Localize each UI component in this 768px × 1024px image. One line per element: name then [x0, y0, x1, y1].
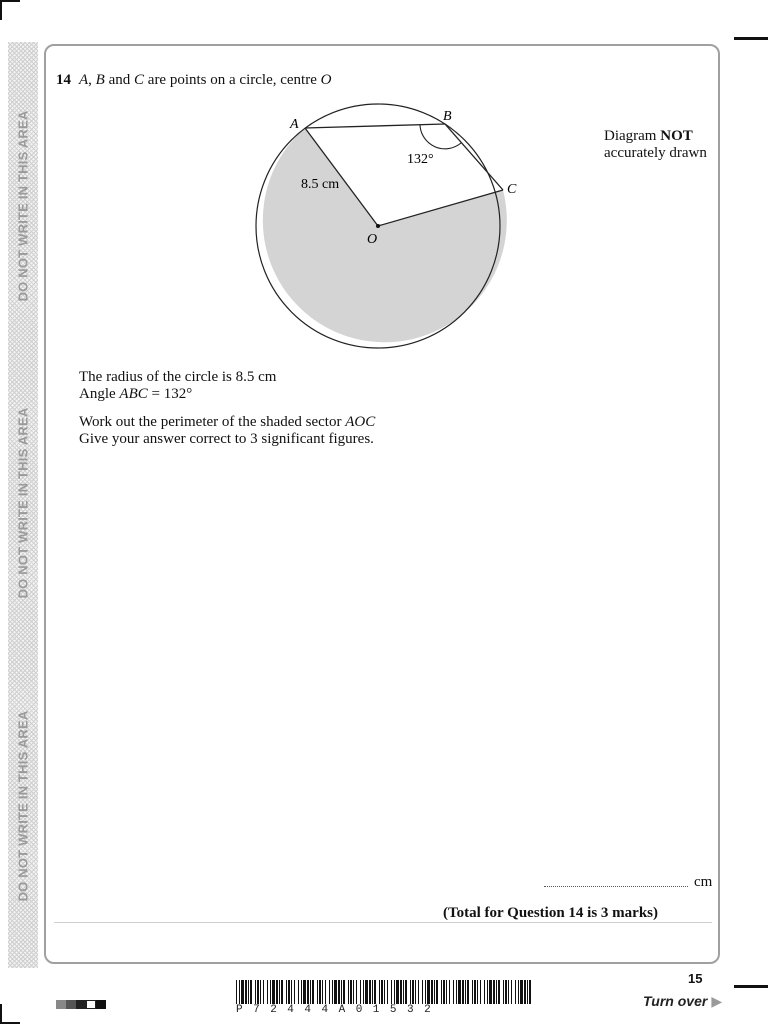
sector-name: AOC — [345, 414, 376, 430]
barcode — [236, 980, 532, 1006]
barcode-bar — [415, 980, 416, 1004]
turn-over — [643, 993, 722, 1010]
barcode-bar — [239, 980, 240, 1004]
barcode-bar — [294, 980, 295, 1004]
shaded-sector-aoc — [263, 128, 507, 342]
task-line-1 — [79, 414, 375, 431]
barcode-bar — [493, 980, 495, 1004]
task-line-2: Give your answer correct to 3 significant figures. — [79, 431, 374, 447]
barcode-bar — [343, 980, 345, 1004]
barcode-bar — [338, 980, 340, 1004]
barcode-bar — [474, 980, 476, 1004]
barcode-bar — [270, 980, 271, 1004]
label-a: A — [290, 117, 299, 132]
question-number: 14 — [56, 72, 71, 88]
margin-warning-top: DO NOT WRITE IN THIS AREA — [15, 110, 31, 302]
diagram-note-line2: accurately drawn — [604, 145, 707, 161]
task-text — [79, 414, 375, 448]
radius-label: 8.5 cm — [301, 177, 340, 192]
barcode-bar — [301, 980, 302, 1004]
page-number: 15 — [688, 971, 703, 986]
barcode-bar — [403, 980, 404, 1004]
barcode-bar — [391, 980, 392, 1004]
barcode-bar — [410, 980, 411, 1004]
chord-bc — [445, 124, 503, 190]
point-a-ref: A — [79, 72, 89, 88]
chord-ab — [305, 124, 445, 128]
given-info — [79, 369, 276, 403]
barcode-bar — [272, 980, 275, 1004]
barcode-bar — [529, 980, 531, 1004]
label-o: O — [367, 232, 378, 247]
barcode-bar — [329, 980, 330, 1004]
barcode-text: P72444A01532 — [236, 1004, 442, 1016]
barcode-bar — [310, 980, 311, 1004]
barcode-bar — [363, 980, 364, 1004]
barcode-bar — [288, 980, 290, 1004]
barcode-bar — [379, 980, 380, 1004]
reg-square-1 — [56, 1000, 66, 1009]
barcode-bar — [400, 980, 402, 1004]
barcode-bar — [334, 980, 337, 1004]
barcode-bar — [248, 980, 249, 1004]
barcode-bar — [458, 980, 461, 1004]
barcode-bar — [496, 980, 497, 1004]
centre-point — [376, 224, 380, 228]
label-c: C — [507, 182, 517, 197]
barcode-bar — [353, 980, 354, 1004]
barcode-bar — [436, 980, 438, 1004]
barcode-bar — [446, 980, 447, 1004]
barcode-bar — [372, 980, 373, 1004]
barcode-bar — [374, 980, 376, 1004]
barcode-bar — [348, 980, 349, 1004]
stem-sep-3: are points on a circle, centre — [144, 72, 321, 88]
barcode-bar — [477, 980, 478, 1004]
barcode-bar — [381, 980, 383, 1004]
barcode-bar — [356, 980, 357, 1004]
barcode-bar — [263, 980, 264, 1004]
angle-label: 132° — [407, 152, 434, 167]
barcode-bar — [260, 980, 261, 1004]
barcode-bar — [307, 980, 309, 1004]
barcode-bar — [487, 980, 488, 1004]
barcode-bar — [465, 980, 466, 1004]
barcode-bar — [279, 980, 280, 1004]
diagram-note-text: Diagram — [604, 128, 661, 144]
barcode-bar — [360, 980, 361, 1004]
barcode-bar — [241, 980, 244, 1004]
stem-sep-2: and — [104, 72, 135, 88]
barcode-bar — [322, 980, 323, 1004]
barcode-bar — [443, 980, 445, 1004]
reg-square-3 — [76, 1000, 86, 1009]
barcode-bar — [365, 980, 368, 1004]
turn-over-text: Turn over — [643, 993, 708, 1009]
barcode-bar — [236, 980, 237, 1004]
barcode-bar — [394, 980, 395, 1004]
barcode-bar — [325, 980, 326, 1004]
barcode-bar — [453, 980, 454, 1004]
barcode-bar — [267, 980, 268, 1004]
barcode-bar — [422, 980, 423, 1004]
barcode-bar — [245, 980, 247, 1004]
barcode-bar — [456, 980, 457, 1004]
barcode-bar — [312, 980, 314, 1004]
margin-warning-bottom: DO NOT WRITE IN THIS AREA — [15, 710, 31, 902]
barcode-bar — [369, 980, 371, 1004]
barcode-bar — [255, 980, 256, 1004]
barcode-bar — [425, 980, 426, 1004]
barcode-bar — [396, 980, 399, 1004]
barcode-bar — [298, 980, 299, 1004]
barcode-bar — [276, 980, 278, 1004]
barcode-bar — [291, 980, 292, 1004]
barcode-bar — [508, 980, 509, 1004]
answer-unit: cm — [694, 874, 713, 890]
barcode-bar — [462, 980, 464, 1004]
diagram-note — [604, 128, 707, 162]
answer-line[interactable] — [544, 886, 688, 887]
angle-statement — [79, 386, 276, 403]
turn-over-arrow-icon: ▶ — [711, 993, 723, 1009]
barcode-bar — [449, 980, 450, 1004]
centre-o-ref: O — [320, 72, 332, 88]
barcode-bar — [518, 980, 519, 1004]
barcode-bar — [350, 980, 352, 1004]
angle-name: ABC — [119, 386, 148, 402]
barcode-bar — [484, 980, 485, 1004]
barcode-bar — [257, 980, 259, 1004]
barcode-bar — [341, 980, 342, 1004]
radius-statement: The radius of the circle is 8.5 cm — [79, 369, 277, 385]
reg-square-4 — [86, 1000, 96, 1009]
separator-line — [54, 922, 712, 923]
barcode-bar — [431, 980, 433, 1004]
barcode-bar — [505, 980, 507, 1004]
barcode-bar — [467, 980, 469, 1004]
barcode-bar — [418, 980, 419, 1004]
barcode-bar — [427, 980, 430, 1004]
barcode-bar — [441, 980, 442, 1004]
barcode-bar — [498, 980, 500, 1004]
barcode-bar — [520, 980, 523, 1004]
barcode-bar — [250, 980, 252, 1004]
barcode-bar — [387, 980, 388, 1004]
task-prefix: Work out the perimeter of the shaded sector — [79, 414, 346, 430]
point-c-ref: C — [134, 72, 145, 88]
reg-square-5 — [96, 1000, 106, 1009]
reg-square-2 — [66, 1000, 76, 1009]
angle-prefix: Angle — [79, 386, 120, 402]
barcode-bar — [384, 980, 385, 1004]
barcode-bar — [412, 980, 414, 1004]
barcode-bar — [405, 980, 407, 1004]
barcode-bar — [317, 980, 318, 1004]
barcode-bar — [489, 980, 492, 1004]
barcode-bar — [515, 980, 516, 1004]
angle-value: = 132° — [147, 386, 193, 402]
angle-arc-b — [420, 125, 461, 149]
print-registration-squares — [56, 996, 106, 1005]
barcode-bar — [511, 980, 512, 1004]
total-marks: (Total for Question 14 is 3 marks) — [442, 905, 658, 921]
label-b: B — [443, 109, 452, 124]
barcode-bar — [281, 980, 283, 1004]
diagram-note-not: NOT — [660, 128, 693, 144]
barcode-bar — [332, 980, 333, 1004]
barcode-bar — [303, 980, 306, 1004]
barcode-bar — [434, 980, 435, 1004]
barcode-bar — [503, 980, 504, 1004]
barcode-bar — [524, 980, 526, 1004]
barcode-bar — [286, 980, 287, 1004]
barcode-bar — [472, 980, 473, 1004]
margin-warning-middle: DO NOT WRITE IN THIS AREA — [15, 407, 31, 599]
barcode-bar — [527, 980, 528, 1004]
point-b-ref: B — [95, 72, 105, 88]
stem-sep-1: , — [88, 72, 96, 88]
barcode-bar — [319, 980, 321, 1004]
barcode-bar — [480, 980, 481, 1004]
